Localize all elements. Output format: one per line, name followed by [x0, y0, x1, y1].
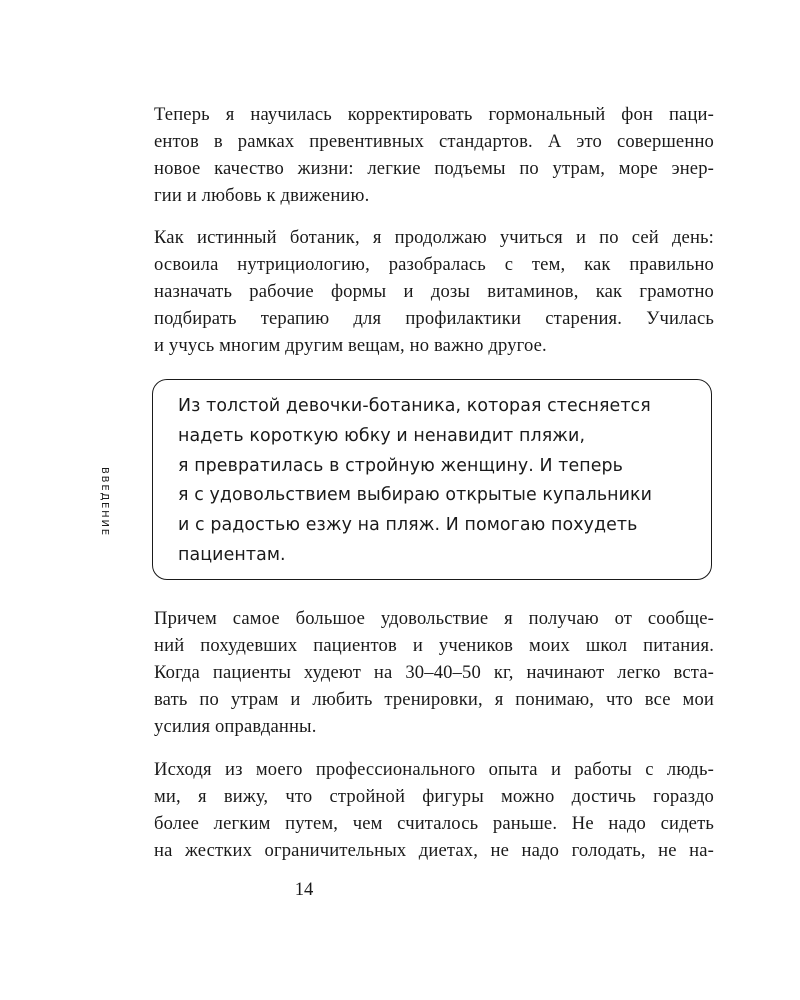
callout-line: я превратилась в стройную женщину. И теперь	[178, 455, 624, 476]
text-line: Исходя из моего профессионального опыта и работы с людь-	[154, 759, 714, 780]
text-line: гии и любовь к движению.	[154, 185, 370, 206]
callout-line: Из толстой девочки-ботаника, которая стесняется	[178, 396, 651, 416]
page-number: 14	[294, 879, 314, 900]
running-head: ВВЕДЕНИЕ	[99, 467, 110, 537]
text-line: усилия оправданны.	[154, 716, 317, 737]
callout-line: я с удовольствием выбираю открытые купальники	[178, 485, 653, 506]
text-line: освоила нутрициологию, разобралась с тем, как правильно	[154, 254, 714, 275]
text-line: новое качество жизни: легкие подъемы по утрам, море энер-	[154, 158, 714, 179]
text-line: более легким путем, чем считалось раньше. Не надо сидеть	[154, 813, 714, 834]
text-line: Когда пациенты худеют на 30–40–50 кг, начинают легко вста-	[154, 662, 714, 683]
text-line: и учусь многим другим вещам, но важно другое.	[154, 335, 547, 356]
paragraph-2	[154, 224, 714, 359]
paragraph-1	[154, 101, 714, 209]
text-line: на жестких ограничительных диетах, не надо голодать, не на-	[154, 840, 714, 861]
text-line: назначать рабочие формы и дозы витаминов, как грамотно	[154, 281, 714, 302]
callout-line: надеть короткую юбку и ненавидит пляжи,	[178, 425, 586, 446]
paragraph-3	[154, 605, 714, 740]
text-line: Теперь я научилась корректировать гормональный фон паци-	[154, 104, 714, 125]
paragraph-4	[154, 756, 714, 864]
callout-text	[178, 392, 652, 571]
callout-line: и с радостью езжу на пляж. И помогаю похудеть	[178, 515, 638, 536]
text-line: Как истинный ботаник, я продолжаю учиться и по сей день:	[154, 227, 714, 248]
text-line: ентов в рамках превентивных стандартов. А это совершенно	[154, 131, 714, 152]
text-line: подбирать терапию для профилактики старения. Училась	[154, 308, 714, 329]
text-line: Причем самое большое удовольствие я получаю от сообще-	[154, 608, 714, 629]
text-line: вать по утрам и любить тренировки, я понимаю, что все мои	[154, 689, 714, 710]
text-line: ний похудевших пациентов и учеников моих школ питания.	[154, 635, 714, 656]
text-line: ми, я вижу, что стройной фигуры можно достичь гораздо	[154, 786, 714, 807]
callout-line: пациентам.	[178, 544, 286, 565]
